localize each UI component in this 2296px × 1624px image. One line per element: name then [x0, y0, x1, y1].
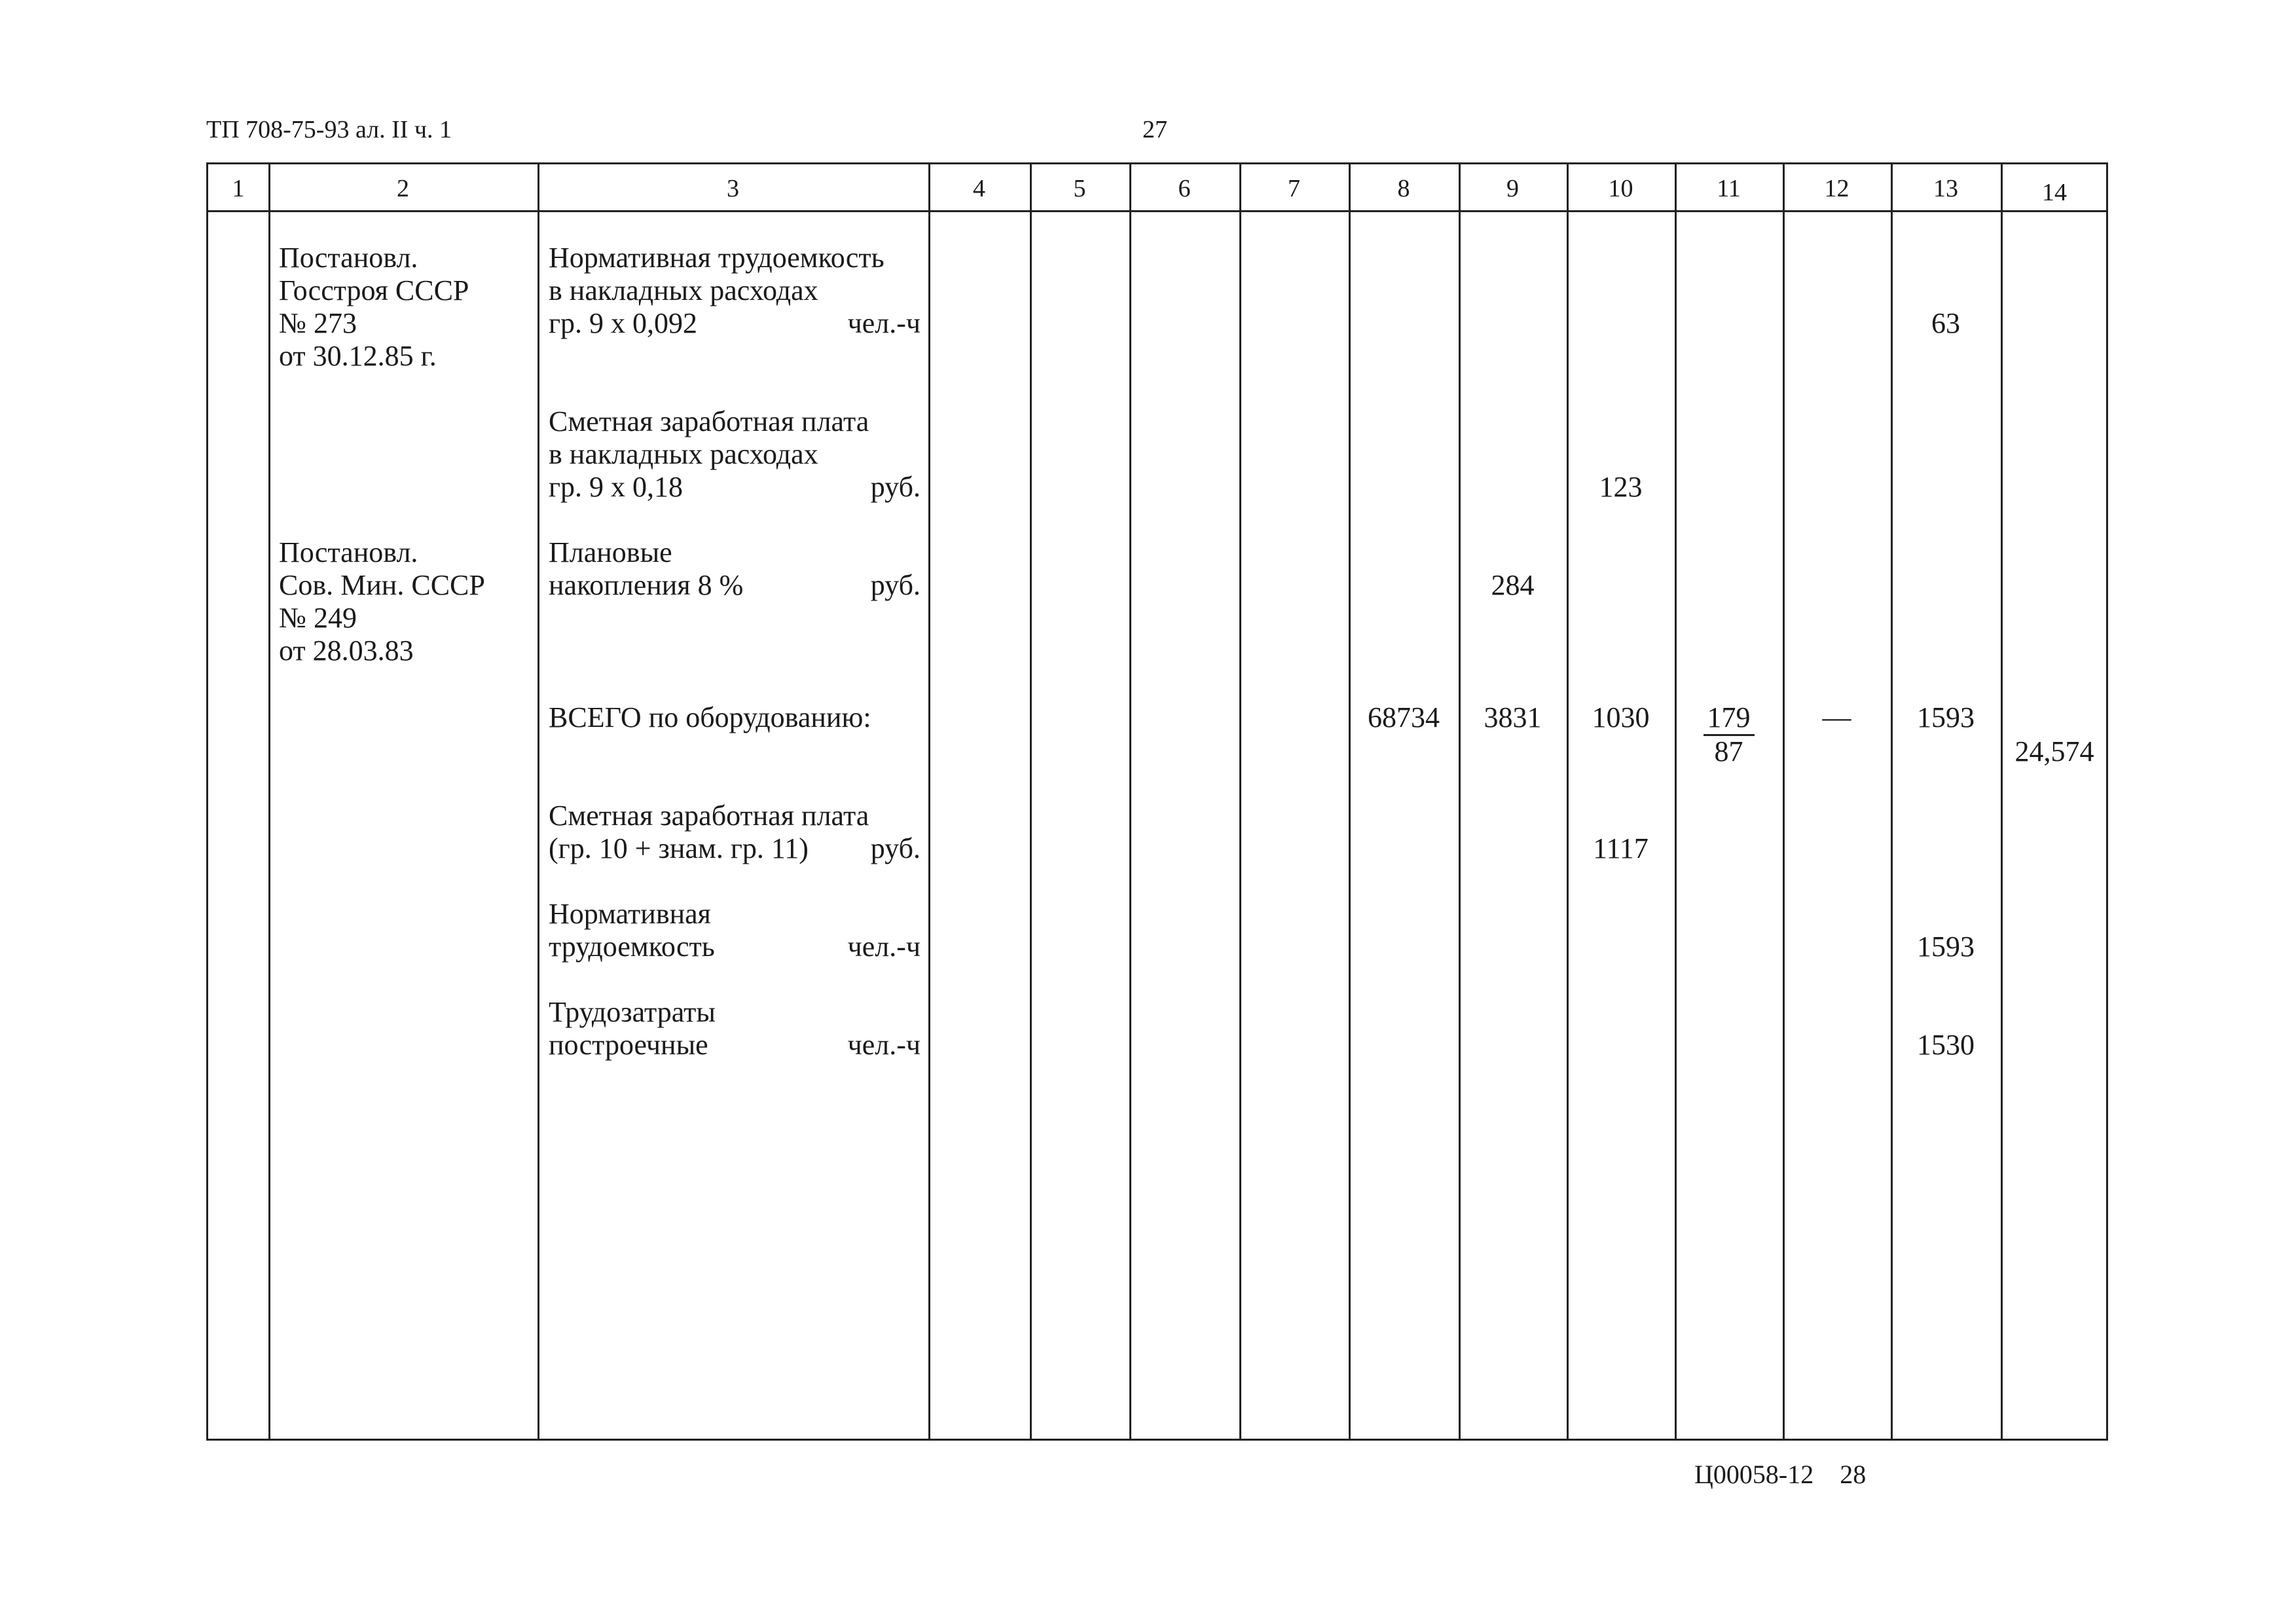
fraction-numerator: 179	[1704, 701, 1755, 736]
header-divider	[208, 210, 2106, 212]
row6-description-line2: трудоемкость	[549, 931, 715, 963]
column-header-8: 8	[1397, 175, 1410, 202]
column-header-7: 7	[1288, 175, 1300, 202]
column-header-5: 5	[1073, 175, 1086, 202]
row2-description-line3: гр. 9 х 0,18	[549, 471, 683, 503]
column-divider	[1783, 164, 1785, 1439]
column-header-10: 10	[1608, 175, 1633, 202]
row3-basis-line1: Постановл.	[279, 536, 418, 568]
document-code: ТП 708-75-93 ал. II ч. 1	[206, 116, 452, 143]
column-divider	[1129, 164, 1131, 1439]
column-divider	[2001, 164, 2003, 1439]
row5-description-line2: (гр. 10 + знам. гр. 11)	[549, 832, 809, 864]
column-divider	[1675, 164, 1677, 1439]
row3-description-line1: Плановые	[549, 536, 672, 568]
row7-description-line2: построечные	[549, 1029, 708, 1061]
row1-description-line1: Нормативная трудоемкость	[549, 242, 884, 274]
column-header-13: 13	[1933, 175, 1958, 202]
row2-description-line1: Сметная заработная плата	[549, 405, 869, 437]
column-header-3: 3	[727, 175, 739, 202]
row7-col13-value: 1530	[1917, 1029, 1975, 1061]
total-col10-value: 1030	[1592, 701, 1650, 733]
footer-stamp	[1694, 1459, 1892, 1490]
row3-col9-value: 284	[1491, 569, 1535, 601]
column-header-14: 14	[2042, 179, 2067, 206]
row3-unit: руб.	[870, 569, 920, 601]
column-divider	[1349, 164, 1351, 1439]
page-number: 27	[1142, 116, 1167, 143]
row1-basis-line4: от 30.12.85 г.	[279, 340, 437, 372]
column-header-6: 6	[1178, 175, 1191, 202]
column-divider	[268, 164, 270, 1439]
column-divider	[1030, 164, 1032, 1439]
column-divider	[1567, 164, 1569, 1439]
row2-unit: руб.	[870, 471, 920, 503]
column-header-9: 9	[1506, 175, 1519, 202]
row1-basis-line1: Постановл.	[279, 242, 418, 274]
column-divider	[1459, 164, 1461, 1439]
row1-basis-line3: № 273	[279, 307, 357, 339]
estimate-table	[206, 162, 2108, 1441]
column-header-1: 1	[232, 175, 245, 202]
column-divider	[1239, 164, 1241, 1439]
total-col13-value: 1593	[1917, 701, 1975, 733]
total-col11-numerator	[1675, 701, 1783, 736]
total-col12-value: —	[1822, 701, 1851, 733]
row1-description-line3: гр. 9 х 0,092	[549, 307, 698, 339]
row6-col13-value: 1593	[1917, 931, 1975, 963]
column-header-2: 2	[397, 175, 409, 202]
column-header-12: 12	[1824, 175, 1850, 202]
column-divider	[928, 164, 930, 1439]
row1-col13-value: 63	[1931, 307, 1960, 339]
total-label: ВСЕГО по оборудованию:	[549, 701, 871, 733]
column-divider	[1891, 164, 1893, 1439]
row7-description-line1: Трудозатраты	[549, 996, 716, 1028]
total-col8-value: 68734	[1368, 701, 1440, 733]
footer-number: 28	[1840, 1460, 1867, 1489]
row1-basis-line2: Госстроя СССР	[279, 274, 469, 306]
row6-description-line1: Нормативная	[549, 898, 711, 930]
column-divider	[538, 164, 539, 1439]
row5-description-line1: Сметная заработная плата	[549, 800, 869, 832]
row3-basis-line4: от 28.03.83	[279, 635, 414, 667]
row3-basis-line3: № 249	[279, 602, 357, 634]
row1-description-line2: в накладных расходах	[549, 274, 818, 306]
total-col9-value: 3831	[1484, 701, 1542, 733]
row5-col10-value: 1117	[1593, 832, 1649, 864]
column-header-11: 11	[1717, 175, 1741, 202]
row1-unit: чел.-ч	[847, 307, 920, 339]
row5-unit: руб.	[870, 832, 920, 864]
row6-unit: чел.-ч	[847, 931, 920, 963]
total-col14-value: 24,574	[2014, 735, 2094, 767]
row2-description-line2: в накладных расходах	[549, 438, 818, 470]
row3-basis-line2: Сов. Мин. СССР	[279, 569, 485, 601]
column-header-4: 4	[973, 175, 985, 202]
row3-description-line2: накопления 8 %	[549, 569, 744, 601]
footer-code: Ц00058-12	[1694, 1460, 1814, 1489]
total-col11-denominator: 87	[1714, 735, 1743, 767]
row2-col10-value: 123	[1599, 471, 1643, 503]
row7-unit: чел.-ч	[847, 1029, 920, 1061]
